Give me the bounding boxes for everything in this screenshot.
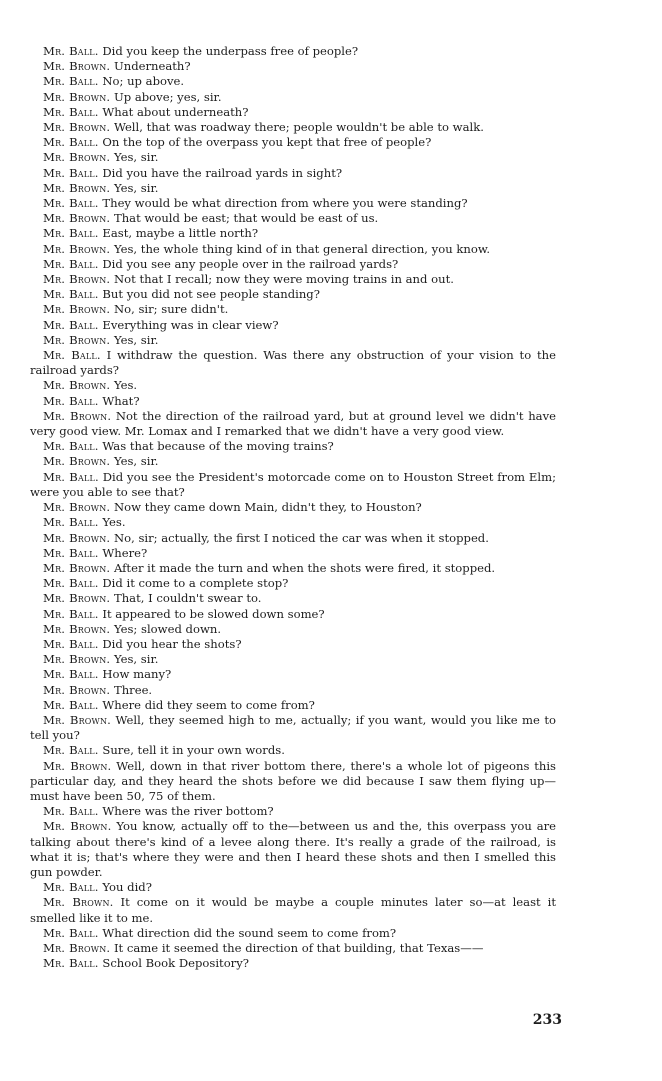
- speaker-name: Mr. Ball.: [43, 439, 99, 454]
- speaker-name: Mr. Brown.: [43, 211, 111, 226]
- testimony-line: [30, 242, 556, 257]
- speaker-name: Mr. Brown.: [43, 59, 111, 74]
- speech-text: Not the direction of the railroad yard, but at ground level we didn't have very good view. Mr. Lomax and I remarked that we didn't have a very good view.: [30, 408, 556, 439]
- speaker-name: Mr. Ball.: [43, 165, 99, 180]
- speech-text: Yes, the whole thing kind of in that general direction, you know.: [113, 241, 491, 256]
- speaker-name: Mr. Ball.: [43, 317, 99, 332]
- speaker-name: Mr. Ball.: [43, 393, 99, 408]
- speaker-name: Mr. Ball.: [43, 697, 99, 712]
- testimony-line: [30, 287, 556, 302]
- speaker-name: Mr. Brown.: [43, 591, 111, 606]
- testimony-line: [30, 713, 556, 743]
- speech-text: They would be what direction from where you were standing?: [102, 196, 468, 211]
- testimony-line: [30, 819, 556, 880]
- speech-text: Did you hear the shots?: [102, 636, 242, 651]
- testimony-line: [30, 698, 556, 713]
- testimony-line: [30, 439, 556, 454]
- speech-text: Did you have the railroad yards in sight?: [102, 165, 343, 180]
- testimony-line: [30, 576, 556, 591]
- speaker-name: Mr. Ball.: [43, 135, 99, 150]
- testimony-line: [30, 607, 556, 622]
- speaker-name: Mr. Brown.: [43, 150, 111, 165]
- speaker-name: Mr. Brown.: [43, 530, 111, 545]
- speech-text: Was that because of the moving trains?: [102, 439, 334, 454]
- testimony-line: [30, 226, 556, 241]
- speaker-name: Mr. Brown.: [43, 408, 112, 423]
- testimony-line: [30, 743, 556, 758]
- speaker-name: Mr. Brown.: [43, 621, 111, 636]
- speech-text: Now they came down Main, didn't they, to Houston?: [113, 500, 422, 515]
- testimony-line: [30, 759, 556, 805]
- speaker-name: Mr. Ball.: [43, 545, 99, 560]
- speech-text: It come on it would be maybe a couple minutes later so—at least it smelled like it to me.: [30, 895, 557, 925]
- testimony-line: [30, 378, 556, 393]
- testimony-line: [30, 59, 556, 74]
- speech-text: Underneath?: [113, 59, 191, 74]
- speech-text: Did you see the President's motorcade come on to Houston Street from Elm; were you able to see that?: [30, 469, 556, 499]
- speech-text: Three.: [113, 682, 153, 697]
- testimony-line: [30, 181, 556, 196]
- speech-text: Sure, tell it in your own words.: [102, 743, 285, 758]
- speaker-name: Mr. Brown.: [43, 895, 114, 910]
- speech-text: Where did they seem to come from?: [102, 697, 315, 712]
- testimony-line: [30, 105, 556, 120]
- speaker-name: Mr. Ball.: [43, 74, 99, 89]
- speech-text: Yes, sir.: [113, 180, 159, 195]
- speech-text: That, I couldn't swear to.: [113, 591, 262, 606]
- testimony-line: [30, 531, 556, 546]
- speaker-name: Mr. Ball.: [43, 287, 99, 302]
- testimony-line: [30, 622, 556, 637]
- speaker-name: Mr. Brown.: [43, 180, 111, 195]
- testimony-line: [30, 150, 556, 165]
- speaker-name: Mr. Brown.: [43, 332, 111, 347]
- speech-text: How many?: [102, 667, 172, 682]
- speaker-name: Mr. Brown.: [43, 302, 111, 317]
- testimony-line: [30, 302, 556, 317]
- testimony-line: [30, 196, 556, 211]
- testimony-line: [30, 454, 556, 469]
- speaker-name: Mr. Brown.: [43, 272, 111, 287]
- testimony-line: [30, 44, 556, 59]
- page-number: 233: [532, 1012, 562, 1028]
- speaker-name: Mr. Ball.: [43, 956, 99, 971]
- testimony-line: [30, 166, 556, 181]
- testimony-line: [30, 409, 556, 439]
- speech-text: It appeared to be slowed down some?: [102, 606, 325, 621]
- speech-text: Did you keep the underpass free of people?: [102, 44, 359, 58]
- testimony-line: [30, 683, 556, 698]
- testimony-line: [30, 895, 556, 925]
- speech-text: Yes.: [113, 378, 138, 393]
- testimony-line: [30, 591, 556, 606]
- speaker-name: Mr. Ball.: [43, 196, 99, 211]
- speech-text: Did it come to a complete stop?: [102, 576, 289, 591]
- speech-text: Yes; slowed down.: [113, 621, 222, 636]
- testimony-line: [30, 926, 556, 941]
- speaker-name: Mr. Ball.: [43, 469, 99, 484]
- speech-text: What about underneath?: [102, 104, 249, 119]
- transcript-page: [30, 44, 556, 971]
- testimony-line: [30, 90, 556, 105]
- speech-text: After it made the turn and when the shots were fired, it stopped.: [113, 560, 496, 575]
- testimony-line: [30, 257, 556, 272]
- speaker-name: Mr. Brown.: [43, 940, 111, 955]
- speaker-name: Mr. Brown.: [43, 652, 111, 667]
- speaker-name: Mr. Brown.: [43, 758, 112, 773]
- speech-text: Yes, sir.: [113, 332, 159, 347]
- speaker-name: Mr. Brown.: [43, 454, 111, 469]
- speech-text: Yes.: [102, 515, 126, 530]
- speaker-name: Mr. Ball.: [43, 515, 99, 530]
- speaker-name: Mr. Brown.: [43, 378, 111, 393]
- speech-text: Not that I recall; now they were moving trains in and out.: [113, 272, 454, 287]
- testimony-line: [30, 333, 556, 348]
- testimony-line: [30, 500, 556, 515]
- speaker-name: Mr. Brown.: [43, 560, 111, 575]
- speaker-name: Mr. Ball.: [43, 348, 101, 363]
- speech-text: You did?: [102, 880, 152, 895]
- speaker-name: Mr. Brown.: [43, 819, 112, 834]
- speech-text: Yes, sir.: [113, 454, 159, 469]
- testimony-line: [30, 470, 556, 500]
- speech-text: On the top of the overpass you kept that free of people?: [102, 135, 432, 150]
- speaker-name: Mr. Ball.: [43, 667, 99, 682]
- testimony-line: [30, 941, 556, 956]
- speaker-name: Mr. Ball.: [43, 636, 99, 651]
- speaker-name: Mr. Ball.: [43, 925, 99, 940]
- speech-text: Well, that was roadway there; people wouldn't be able to walk.: [113, 120, 484, 135]
- testimony-line: [30, 956, 556, 971]
- testimony-line: [30, 880, 556, 895]
- speech-text: That would be east; that would be east of us.: [113, 211, 379, 226]
- speaker-name: Mr. Brown.: [43, 89, 111, 104]
- speaker-name: Mr. Ball.: [43, 226, 99, 241]
- testimony-line: [30, 211, 556, 226]
- testimony-line: [30, 546, 556, 561]
- speech-text: Yes, sir.: [113, 150, 159, 165]
- speaker-name: Mr. Brown.: [43, 241, 111, 256]
- testimony-line: [30, 652, 556, 667]
- speech-text: No; up above.: [102, 74, 185, 89]
- speech-text: You know, actually off to the—between us and the, this overpass you are talking about there's kind of a levee along there. It's really a grade of the railroad, is what it is; that's where they were and then I heard these shots and then I smelled this gun powder.: [30, 819, 557, 879]
- speech-text: School Book Depository?: [102, 956, 249, 971]
- speaker-name: Mr. Brown.: [43, 682, 111, 697]
- speaker-name: Mr. Ball.: [43, 606, 99, 621]
- speech-text: East, maybe a little north?: [102, 226, 259, 241]
- speaker-name: Mr. Ball.: [43, 576, 99, 591]
- testimony-line: [30, 515, 556, 530]
- speech-text: What?: [102, 393, 140, 408]
- speaker-name: Mr. Brown.: [43, 500, 111, 515]
- speaker-name: Mr. Ball.: [43, 104, 99, 119]
- testimony-line: [30, 804, 556, 819]
- speech-text: Everything was in clear view?: [102, 317, 279, 332]
- speech-text: What direction did the sound seem to come from?: [102, 925, 397, 940]
- speaker-name: Mr. Brown.: [43, 712, 112, 727]
- speech-text: Well, they seemed high to me, actually; if you want, would you like me to tell you?: [30, 712, 556, 743]
- testimony-line: [30, 637, 556, 652]
- speaker-name: Mr. Ball.: [43, 44, 99, 58]
- speech-text: No, sir; actually, the first I noticed the car was when it stopped.: [113, 530, 489, 545]
- testimony-line: [30, 394, 556, 409]
- speaker-name: Mr. Ball.: [43, 743, 99, 758]
- speech-text: Well, down in that river bottom there, there's a whole lot of pigeons this particular day, and they heard the shots before we did because I saw them flying up—must have been 50, 75 of them.: [30, 758, 556, 803]
- testimony-line: [30, 561, 556, 576]
- speech-text: Where?: [102, 545, 148, 560]
- speech-text: But you did not see people standing?: [102, 287, 320, 302]
- testimony-line: [30, 74, 556, 89]
- speaker-name: Mr. Ball.: [43, 804, 99, 819]
- speech-text: It came it seemed the direction of that building, that Texas——: [113, 940, 484, 955]
- testimony-line: [30, 318, 556, 333]
- speech-text: I withdraw the question. Was there any obstruction of your vision to the railroad yards?: [30, 348, 556, 378]
- speaker-name: Mr. Ball.: [43, 256, 99, 271]
- speech-text: Yes, sir.: [113, 652, 159, 667]
- testimony-line: [30, 135, 556, 150]
- speech-text: Up above; yes, sir.: [113, 89, 222, 104]
- speech-text: Did you see any people over in the railroad yards?: [102, 256, 399, 271]
- speaker-name: Mr. Brown.: [43, 120, 111, 135]
- speaker-name: Mr. Ball.: [43, 880, 99, 895]
- speech-text: No, sir; sure didn't.: [113, 302, 229, 317]
- speech-text: Where was the river bottom?: [102, 804, 274, 819]
- testimony-line: [30, 667, 556, 682]
- testimony-line: [30, 272, 556, 287]
- testimony-line: [30, 348, 556, 378]
- testimony-line: [30, 120, 556, 135]
